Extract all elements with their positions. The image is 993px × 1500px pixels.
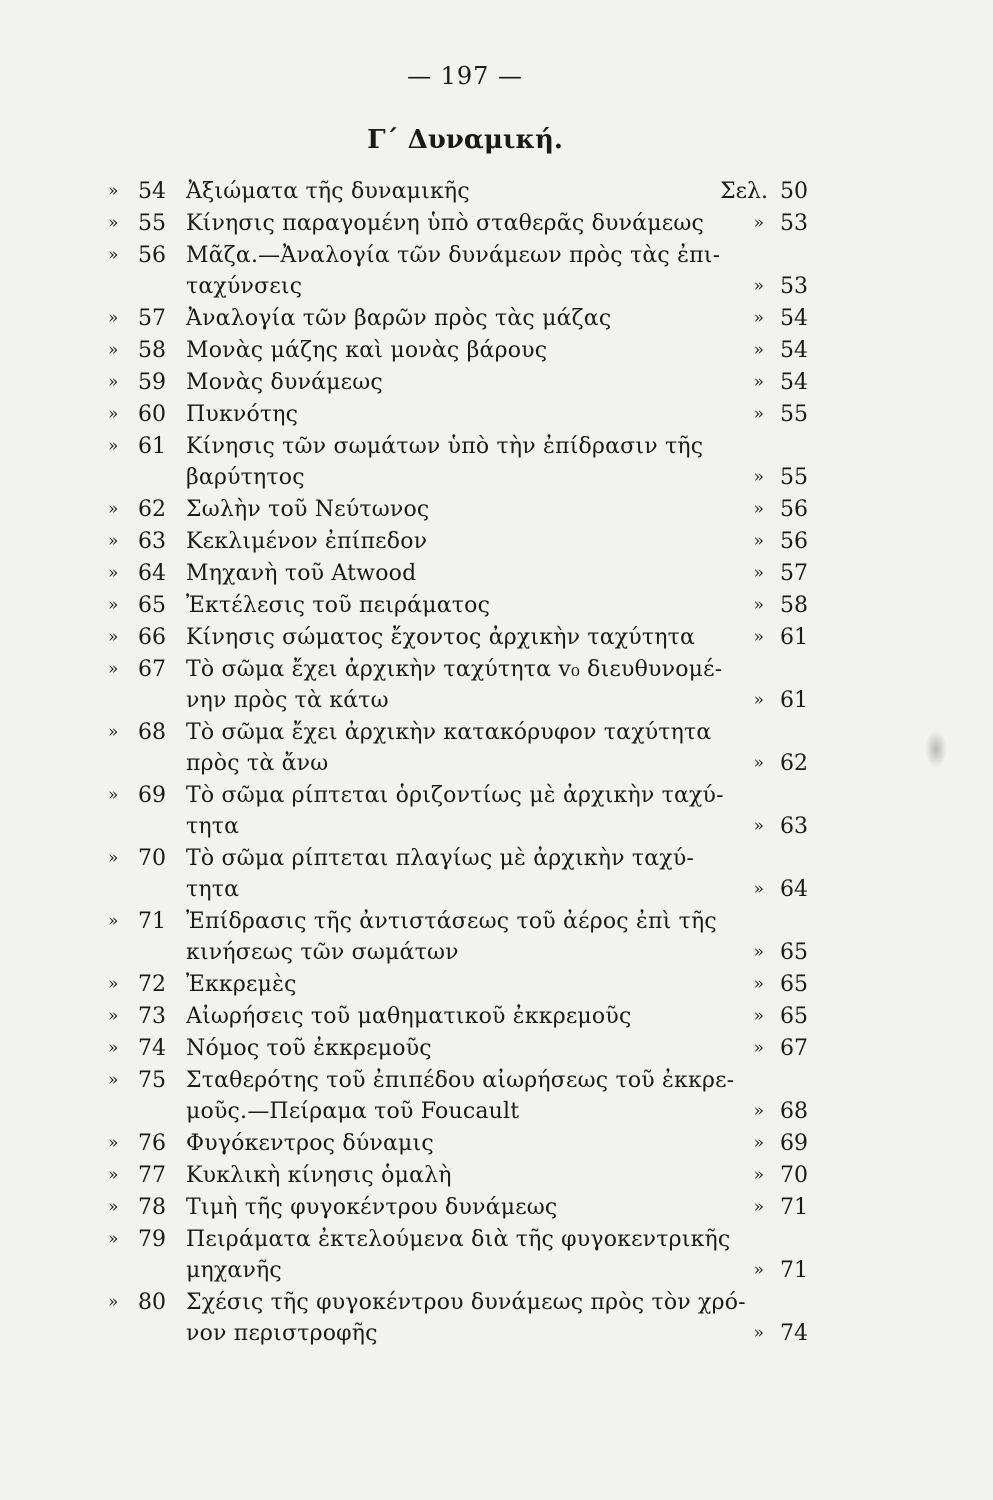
entry-number: 63	[138, 529, 166, 554]
entry-line	[186, 558, 808, 589]
entry-body	[186, 622, 808, 653]
entry-number: 76	[138, 1131, 166, 1156]
entry-title: Κίνησις παραγομένη ὑπὸ σταθερᾶς δυνάμεως	[186, 211, 704, 236]
entry-ditto-mark: »	[108, 848, 119, 868]
entry-page-ref	[738, 558, 808, 589]
entry-page-ref	[738, 399, 808, 430]
page-number-ref: 65	[780, 940, 808, 965]
page-ditto-mark: »	[753, 1260, 764, 1280]
entry-ditto-mark: »	[108, 722, 119, 742]
entry-ditto-mark: »	[108, 181, 119, 201]
entry-number: 62	[138, 497, 166, 522]
entry-page-ref	[738, 685, 808, 716]
page-ditto-mark: »	[753, 942, 764, 962]
entry-title: Πειράματα ἐκτελούμενα διὰ τῆς φυγοκεντρικῆς	[186, 1227, 731, 1252]
entry-ditto-mark: »	[108, 436, 119, 456]
toc-entry	[108, 1065, 808, 1127]
page-number-ref: 67	[780, 1036, 808, 1061]
toc-entry	[108, 208, 808, 239]
entry-line	[186, 462, 808, 493]
entry-ditto-mark: »	[108, 245, 119, 265]
entry-body	[186, 1192, 808, 1223]
entry-body	[186, 494, 808, 525]
page-number-ref: 57	[780, 561, 808, 586]
page-ditto-mark: »	[753, 563, 764, 583]
entry-title: Μονὰς μάζης καὶ μονὰς βάρους	[186, 338, 548, 363]
entry-line	[186, 1001, 808, 1032]
entry-number: 54	[138, 179, 166, 204]
page-ditto-mark: »	[753, 467, 764, 487]
entry-line	[186, 399, 808, 430]
entry-title: Μονὰς δυνάμεως	[186, 370, 383, 395]
entry-body	[186, 780, 808, 842]
entry-page-ref	[738, 1033, 808, 1064]
entry-page-ref	[738, 335, 808, 366]
entry-ditto-mark: »	[108, 1070, 119, 1090]
page-ditto-mark: »	[753, 276, 764, 296]
entry-ditto-mark: »	[108, 627, 119, 647]
entry-page-ref	[738, 208, 808, 239]
entry-title: νον περιστροφῆς	[186, 1321, 378, 1346]
page-label: Σελ.	[720, 179, 768, 204]
entry-ditto-mark: »	[108, 1197, 119, 1217]
entry-number: 78	[138, 1195, 166, 1220]
entry-number: 68	[138, 720, 166, 745]
entry-title: μοῦς.—Πείραμα τοῦ Foucault	[186, 1099, 520, 1124]
toc-entry	[108, 622, 808, 653]
entry-line	[186, 1065, 808, 1096]
entry-page-ref	[738, 1128, 808, 1159]
page-number-ref: 74	[780, 1321, 808, 1346]
entry-page-ref	[738, 622, 808, 653]
entry-title: ταχύνσεις	[186, 274, 303, 299]
entry-page-ref	[738, 748, 808, 779]
entry-number: 64	[138, 561, 166, 586]
toc-entry	[108, 335, 808, 366]
page-ditto-mark: »	[753, 974, 764, 994]
entry-title: Νόμος τοῦ ἐκκρεμοῦς	[186, 1036, 432, 1061]
page-number-ref: 69	[780, 1131, 808, 1156]
toc-entry	[108, 654, 808, 716]
page-number-ref: 61	[780, 625, 808, 650]
entry-line	[186, 874, 808, 905]
page-number-ref: 71	[780, 1258, 808, 1283]
entry-line	[186, 654, 808, 685]
page-number-ref: 65	[780, 1004, 808, 1029]
entry-ditto-mark: »	[108, 1229, 119, 1249]
entry-number: 66	[138, 625, 166, 650]
entry-body	[186, 1065, 808, 1127]
entry-title: Τὸ σῶμα ἔχει ἀρχικὴν ταχύτητα v₀ διευθυνομέ-	[186, 657, 723, 682]
entry-number: 57	[138, 306, 166, 331]
toc-entry	[108, 843, 808, 905]
entry-title: Σχέσις τῆς φυγοκέντρου δυνάμεως πρὸς τὸν χρό-	[186, 1290, 746, 1315]
entry-ditto-mark: »	[108, 563, 119, 583]
page-ditto-mark: »	[753, 1197, 764, 1217]
entry-line	[186, 1255, 808, 1286]
page-number-ref: 56	[780, 497, 808, 522]
entry-page-ref	[738, 874, 808, 905]
page-number-ref: 68	[780, 1099, 808, 1124]
page-ditto-mark: »	[753, 1323, 764, 1343]
entry-number: 73	[138, 1004, 166, 1029]
entry-line	[186, 1160, 808, 1191]
page-number-ref: 55	[780, 402, 808, 427]
toc-entry	[108, 526, 808, 557]
entry-body	[186, 303, 808, 334]
entry-page-ref	[738, 1001, 808, 1032]
entry-title: Ἀξιώματα τῆς δυναμικῆς	[186, 179, 470, 204]
entry-ditto-mark: »	[108, 308, 119, 328]
entry-body	[186, 590, 808, 621]
toc-entry	[108, 431, 808, 493]
entry-page-ref	[738, 494, 808, 525]
entry-number: 61	[138, 434, 166, 459]
entry-ditto-mark: »	[108, 372, 119, 392]
entry-body	[186, 240, 808, 302]
entry-page-ref	[738, 526, 808, 557]
entry-title: βαρύτητος	[186, 465, 305, 490]
entry-ditto-mark: »	[108, 1292, 119, 1312]
page-ditto-mark: »	[753, 213, 764, 233]
entry-number: 75	[138, 1068, 166, 1093]
page-ditto-mark: »	[753, 308, 764, 328]
entry-body	[186, 843, 808, 905]
page-number-ref: 64	[780, 877, 808, 902]
entry-title: Σταθερότης τοῦ ἐπιπέδου αἰωρήσεως τοῦ ἐκκρε-	[186, 1068, 735, 1093]
entry-number: 60	[138, 402, 166, 427]
entry-body	[186, 1128, 808, 1159]
entry-body	[186, 969, 808, 1000]
entry-number: 58	[138, 338, 166, 363]
page-number-ref: 54	[780, 370, 808, 395]
entry-ditto-mark: »	[108, 1038, 119, 1058]
entry-line	[186, 271, 808, 302]
entry-line	[186, 937, 808, 968]
entry-title: Αἰωρήσεις τοῦ μαθηματικοῦ ἐκκρεμοῦς	[186, 1004, 632, 1029]
page-number-ref: 58	[780, 593, 808, 618]
page-ditto-mark: »	[753, 879, 764, 899]
entry-page-ref	[738, 590, 808, 621]
entry-line	[186, 1318, 808, 1349]
entry-line	[186, 1096, 808, 1127]
entry-title: Τὸ σῶμα ρίπτεται ὁριζοντίως μὲ ἀρχικὴν ταχύ-	[186, 783, 724, 808]
entry-line	[186, 1033, 808, 1064]
entry-body	[186, 717, 808, 779]
entry-number: 59	[138, 370, 166, 395]
entry-line	[186, 303, 808, 334]
entry-title: Κίνησις τῶν σωμάτων ὑπὸ τὴν ἐπίδρασιν τῆς	[186, 434, 704, 459]
entry-title: μηχανῆς	[186, 1258, 282, 1283]
entry-number: 67	[138, 657, 166, 682]
toc-entry	[108, 906, 808, 968]
entry-title: Τὸ σῶμα ρίπτεται πλαγίως μὲ ἀρχικὴν ταχύ-	[186, 846, 695, 871]
toc-entry	[108, 1033, 808, 1064]
page-ditto-mark: »	[753, 404, 764, 424]
toc-entry	[108, 240, 808, 302]
page-ditto-mark: »	[753, 499, 764, 519]
entry-title: Κυκλικὴ κίνησις ὁμαλὴ	[186, 1163, 452, 1188]
entry-body	[186, 1287, 808, 1349]
page-ditto-mark: »	[753, 690, 764, 710]
entry-title: Τιμὴ τῆς φυγοκέντρου δυνάμεως	[186, 1195, 558, 1220]
entry-title: Τὸ σῶμα ἔχει ἀρχικὴν κατακόρυφον ταχύτητα	[186, 720, 712, 745]
entry-number: 55	[138, 211, 166, 236]
entry-line	[186, 240, 808, 271]
page-number: — 197 —	[406, 62, 524, 90]
entry-title: τητα	[186, 877, 240, 902]
entry-page-ref	[738, 1318, 808, 1349]
toc-entry	[108, 1192, 808, 1223]
entry-line	[186, 176, 808, 207]
entry-line	[186, 208, 808, 239]
page-ditto-mark: »	[753, 1165, 764, 1185]
entry-line	[186, 780, 808, 811]
entry-title: Ἐπίδρασις τῆς ἀντιστάσεως τοῦ ἀέρος ἐπὶ τῆς	[186, 909, 717, 934]
entry-line	[186, 590, 808, 621]
entry-title: Ἐκτέλεσις τοῦ πειράματος	[186, 593, 491, 618]
ink-stain	[925, 730, 947, 768]
entry-title: Πυκνότης	[186, 402, 299, 427]
table-of-contents	[108, 176, 808, 1350]
entry-ditto-mark: »	[108, 499, 119, 519]
entry-ditto-mark: »	[108, 911, 119, 931]
entry-line	[186, 906, 808, 937]
entry-line	[186, 526, 808, 557]
entry-page-ref	[738, 462, 808, 493]
entry-body	[186, 335, 808, 366]
toc-entry	[108, 1128, 808, 1159]
entry-ditto-mark: »	[108, 213, 119, 233]
entry-ditto-mark: »	[108, 404, 119, 424]
entry-ditto-mark: »	[108, 974, 119, 994]
entry-line	[186, 685, 808, 716]
entry-line	[186, 1287, 808, 1318]
entry-title: Φυγόκεντρος δύναμις	[186, 1131, 434, 1156]
entry-number: 65	[138, 593, 166, 618]
entry-line	[186, 843, 808, 874]
page-number-ref: 70	[780, 1163, 808, 1188]
entry-title: Μᾶζα.—Ἀναλογία τῶν δυνάμεων πρὸς τὰς ἐπι-	[186, 243, 721, 268]
page-number-ref: 63	[780, 814, 808, 839]
entry-page-ref	[738, 271, 808, 302]
page-ditto-mark: »	[753, 1006, 764, 1026]
entry-number: 71	[138, 909, 166, 934]
entry-page-ref	[738, 367, 808, 398]
entry-body	[186, 1033, 808, 1064]
entry-body	[186, 399, 808, 430]
page-ditto-mark: »	[753, 627, 764, 647]
entry-number: 74	[138, 1036, 166, 1061]
entry-ditto-mark: »	[108, 659, 119, 679]
entry-title: νην πρὸς τὰ κάτω	[186, 688, 389, 713]
entry-body	[186, 431, 808, 493]
entry-ditto-mark: »	[108, 1006, 119, 1026]
entry-body	[186, 558, 808, 589]
entry-page-ref	[738, 1160, 808, 1191]
page-ditto-mark: »	[753, 1133, 764, 1153]
toc-entry	[108, 590, 808, 621]
section-title: Γ΄ Δυναμική.	[367, 125, 563, 155]
entry-line	[186, 494, 808, 525]
page-number-ref: 55	[780, 465, 808, 490]
entry-title: Ἐκκρεμὲς	[186, 972, 297, 997]
entry-title: τητα	[186, 814, 240, 839]
entry-line	[186, 811, 808, 842]
toc-entry	[108, 558, 808, 589]
page-ditto-mark: »	[753, 1101, 764, 1121]
entry-page-ref	[738, 969, 808, 1000]
entry-body	[186, 367, 808, 398]
toc-entry	[108, 969, 808, 1000]
entry-title: Ἀναλογία τῶν βαρῶν πρὸς τὰς μάζας	[186, 306, 612, 331]
toc-entry	[108, 494, 808, 525]
page-number-ref: 56	[780, 529, 808, 554]
toc-entry	[108, 717, 808, 779]
entry-line	[186, 1224, 808, 1255]
page-number-ref: 54	[780, 306, 808, 331]
entry-page-ref	[738, 1192, 808, 1223]
entry-number: 70	[138, 846, 166, 871]
entry-body	[186, 526, 808, 557]
entry-body	[186, 1224, 808, 1286]
page-number-ref: 53	[780, 211, 808, 236]
entry-body	[186, 208, 808, 239]
entry-ditto-mark: »	[108, 1133, 119, 1153]
page-number-ref: 62	[780, 751, 808, 776]
entry-ditto-mark: »	[108, 595, 119, 615]
entry-page-ref	[738, 1096, 808, 1127]
entry-number: 77	[138, 1163, 166, 1188]
toc-entry	[108, 399, 808, 430]
toc-entry	[108, 176, 808, 207]
entry-number: 69	[138, 783, 166, 808]
entry-number: 56	[138, 243, 166, 268]
page-ditto-mark: »	[753, 595, 764, 615]
entry-line	[186, 1128, 808, 1159]
entry-title: Σωλὴν τοῦ Νεύτωνος	[186, 497, 430, 522]
entry-line	[186, 622, 808, 653]
page-ditto-mark: »	[753, 372, 764, 392]
entry-number: 80	[138, 1290, 166, 1315]
page-ditto-mark: »	[753, 340, 764, 360]
entry-ditto-mark: »	[108, 340, 119, 360]
entry-title: Κίνησις σώματος ἔχοντος ἀρχικὴν ταχύτητα	[186, 625, 696, 650]
entry-body	[186, 176, 808, 207]
entry-title: πρὸς τὰ ἄνω	[186, 751, 329, 776]
toc-entry	[108, 1001, 808, 1032]
page-ditto-mark: »	[753, 753, 764, 773]
entry-page-ref	[720, 176, 808, 207]
entry-body	[186, 1160, 808, 1191]
toc-entry	[108, 1160, 808, 1191]
entry-body	[186, 906, 808, 968]
toc-entry	[108, 1287, 808, 1349]
entry-line	[186, 431, 808, 462]
page-ditto-mark: »	[753, 816, 764, 836]
entry-title: Κεκλιμένον ἐπίπεδον	[186, 529, 428, 554]
entry-line	[186, 748, 808, 779]
entry-line	[186, 367, 808, 398]
entry-body	[186, 654, 808, 716]
entry-line	[186, 969, 808, 1000]
entry-page-ref	[738, 937, 808, 968]
entry-number: 72	[138, 972, 166, 997]
entry-title: κινήσεως τῶν σωμάτων	[186, 940, 459, 965]
toc-entry	[108, 780, 808, 842]
entry-ditto-mark: »	[108, 785, 119, 805]
entry-ditto-mark: »	[108, 531, 119, 551]
toc-entry	[108, 367, 808, 398]
entry-page-ref	[738, 1255, 808, 1286]
entry-line	[186, 717, 808, 748]
page-number-ref: 54	[780, 338, 808, 363]
page-ditto-mark: »	[753, 531, 764, 551]
page-number-ref: 61	[780, 688, 808, 713]
page-number-ref: 71	[780, 1195, 808, 1220]
page-number-ref: 50	[780, 179, 808, 204]
page-number-ref: 65	[780, 972, 808, 997]
entry-ditto-mark: »	[108, 1165, 119, 1185]
entry-number: 79	[138, 1227, 166, 1252]
entry-line	[186, 335, 808, 366]
entry-page-ref	[738, 303, 808, 334]
entry-body	[186, 1001, 808, 1032]
page-ditto-mark: »	[753, 1038, 764, 1058]
page-number-ref: 53	[780, 274, 808, 299]
entry-title: Μηχανὴ τοῦ Atwood	[186, 561, 417, 586]
entry-page-ref	[738, 811, 808, 842]
toc-entry	[108, 303, 808, 334]
toc-entry	[108, 1224, 808, 1286]
entry-line	[186, 1192, 808, 1223]
